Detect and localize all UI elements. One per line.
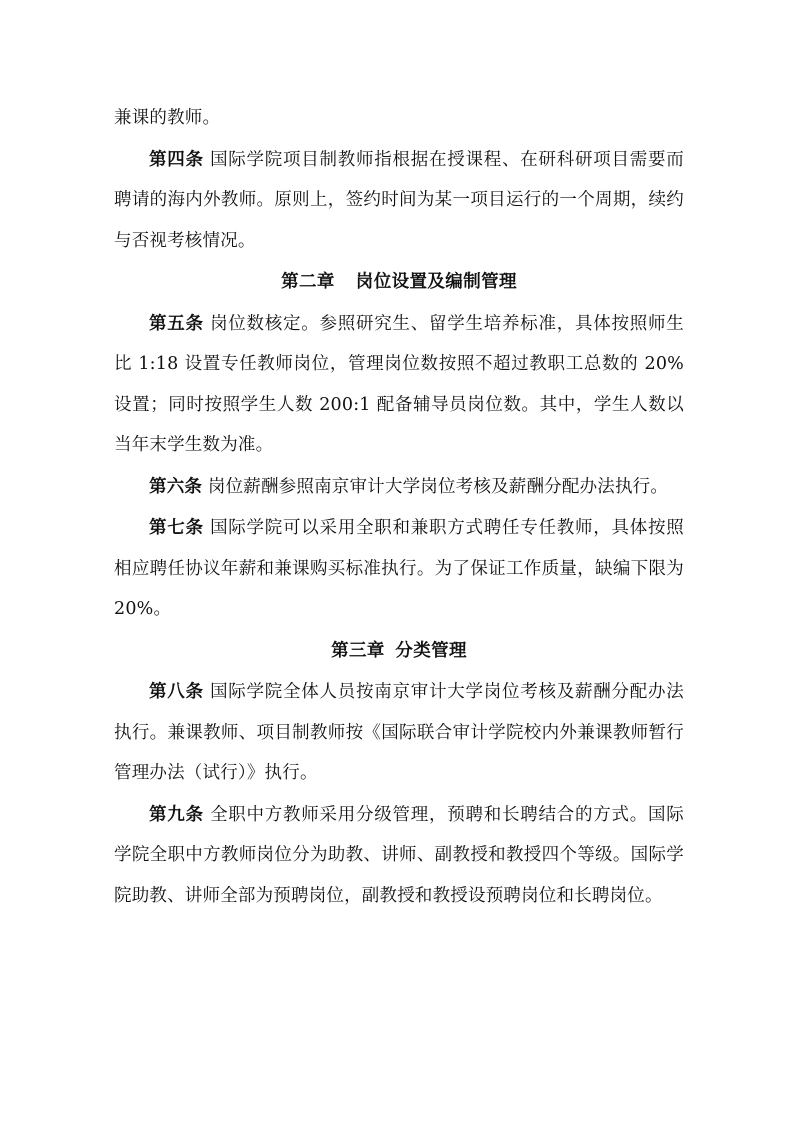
article-label: 第六条 xyxy=(149,476,203,497)
article-text: 国际学院项目制教师指根据在授课程、在研科研项目需要而聘请的海内外教师。原则上，签约时间为某一项目运行的一个周期，续约与否视考核情况。 xyxy=(114,149,684,251)
article-4 xyxy=(114,140,684,262)
article-label: 第八条 xyxy=(149,682,204,702)
article-text: 国际学院可以采用全职和兼职方式聘任专任教师，具体按照相应聘任协议年薪和兼课购买标准执行。为了保证工作质量，缺编下限为 20%。 xyxy=(114,518,684,619)
paragraph-text: 兼课的教师。 xyxy=(114,108,221,128)
article-label: 第九条 xyxy=(149,804,204,825)
chapter-2-heading xyxy=(114,262,684,303)
chapter-3-heading xyxy=(114,631,684,672)
chapter-number: 第二章 xyxy=(281,272,335,292)
article-text: 国际学院全体人员按南京审计大学岗位考核及薪酬分配办法执行。兼课教师、项目制教师按《国际联合审计学院校内外兼课教师暂行管理办法（试行）》执行。 xyxy=(114,682,684,783)
article-text: 全职中方教师采用分级管理，预聘和长聘结合的方式。国际学院全职中方教师岗位分为助教、讲师、副教授和教授四个等级。国际学院助教、讲师全部为预聘岗位，副教授和教授设预聘岗位和长聘岗位。 xyxy=(114,804,684,906)
paragraph-continuation xyxy=(114,98,684,139)
chapter-number: 第三章 xyxy=(331,640,385,661)
article-7 xyxy=(114,508,684,630)
document-page xyxy=(114,98,684,916)
article-5 xyxy=(114,304,684,466)
chapter-title: 岗位设置及编制管理 xyxy=(355,272,517,292)
chapter-title: 分类管理 xyxy=(395,640,467,661)
article-text: 岗位薪酬参照南京审计大学岗位考核及薪酬分配办法执行。 xyxy=(207,476,669,497)
article-6 xyxy=(114,467,684,508)
article-8 xyxy=(114,672,684,794)
article-label: 第四条 xyxy=(149,149,204,170)
article-label: 第五条 xyxy=(149,313,204,334)
article-text: 岗位数核定。参照研究生、留学生培养标准，具体按照师生比 1:18 设置专任教师岗位，管理岗位数按照不超过教职工总数的 20%设置；同时按照学生人数 200:1 配备辅导员岗位数。其中，学生人数以当年末学生数为准。 xyxy=(114,313,684,455)
article-9 xyxy=(114,795,684,917)
article-label: 第七条 xyxy=(149,518,204,538)
